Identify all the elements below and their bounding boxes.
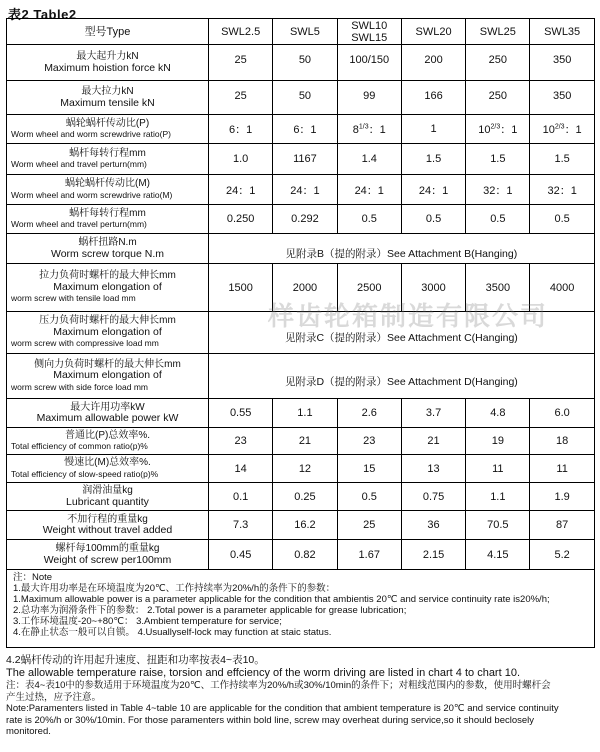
label-en: Maximum elongation of (53, 280, 162, 293)
cell-value (530, 115, 594, 144)
label-en: Maximum hoistion force kN (44, 61, 171, 74)
label-zh: 蜗杆每转行程mm (69, 207, 146, 219)
cell-value: 1500 (209, 264, 273, 312)
cell-value: 32：1 (466, 175, 530, 205)
cell-value: 32：1 (530, 175, 594, 205)
ratio-tail: ：1 (500, 124, 518, 136)
model-header (337, 19, 401, 45)
row-label (7, 264, 209, 312)
table-row (7, 144, 595, 175)
cell-value: 25 (337, 511, 401, 540)
row-label (7, 455, 209, 483)
label-zh: 慢速比(M)总效率%. (64, 457, 151, 468)
note-line: 2.总功率为润滑条件下的参数： 2.Total power is a parameter applicable for grease lubrication; (13, 605, 407, 616)
row-label (7, 511, 209, 540)
cell-value: 7.3 (209, 511, 273, 540)
row-label (7, 144, 209, 175)
notes-row (7, 570, 595, 648)
row-label (7, 175, 209, 205)
row-label (7, 312, 209, 354)
table-row (7, 234, 595, 264)
label-en-sub: worm screw with side force load mm (11, 381, 148, 392)
header-row (7, 19, 595, 45)
model-header: SWL2.5 (209, 19, 273, 45)
footer-note-en: Note:Paramenters listed in Table 4~table 10 are applicable for the condition that ambient temperature is 20℃ and service continuity (6, 703, 559, 714)
table-row (7, 511, 595, 540)
footer-note-en: rate is 20%/h or 30%/10min. For those paramenters within bold line, screw may overheat during service,so it should beclosely (6, 714, 535, 726)
cell-value: 25 (209, 81, 273, 115)
label-en: Weight without travel added (42, 524, 173, 536)
cell-value: 0.5 (530, 205, 594, 234)
label-zh: 最大起升力kN (76, 51, 139, 62)
cell-value: 3000 (401, 264, 465, 312)
attachment-note: 见附录C（提的附录）See Attachment C(Hanging) (209, 312, 595, 354)
label-en: Weight of screw per100mm (43, 553, 172, 566)
ratio-frac: 2/3 (490, 123, 501, 131)
cell-value: 3.7 (401, 399, 465, 428)
row-label (7, 115, 209, 144)
label-zh: 蜗轮蜗杆传动比(M) (65, 178, 150, 189)
cell-value (337, 115, 401, 144)
cell-value: 1 (401, 115, 465, 144)
cell-value: 200 (401, 45, 465, 81)
notes-cell (7, 570, 595, 648)
table-row (7, 399, 595, 428)
attachment-note: 见附录D（提的附录）See Attachment D(Hanging) (209, 354, 595, 399)
label-zh: 蜗轮蜗杆传动比(P) (65, 117, 150, 129)
cell-value: 1.4 (337, 144, 401, 175)
cell-value: 5.2 (530, 540, 594, 570)
label-en-sub: worm screw with tensile load mm (11, 293, 136, 304)
cell-value: 0.5 (466, 205, 530, 234)
ratio-tail: ：1 (368, 124, 386, 136)
cell-value: 24：1 (401, 175, 465, 205)
ratio-frac: 1/3 (358, 123, 369, 131)
cell-value: 70.5 (466, 511, 530, 540)
cell-value: 14 (209, 455, 273, 483)
row-label (7, 428, 209, 455)
note-line: 4.在静止状态一般可以自锁。 4.Usuallyself-lock may function at staic status. (13, 627, 332, 638)
cell-value: 250 (466, 45, 530, 81)
cell-value: 0.250 (209, 205, 273, 234)
footer-note-zh: 注：表4~表10中的参数适用于环境温度为20℃、工作持续率为20%/h或30%/10min的条件下；对粗线范围内的参数，使用时螺杆会 (6, 680, 551, 691)
note-line: 1.最大许用功率是在环境温度为20℃、工作持续率为20%/h的条件下的参数： (13, 583, 336, 594)
label-zh: 拉力负荷时螺杆的最大伸长mm (39, 270, 176, 282)
table-row (7, 81, 595, 115)
cell-value: 99 (337, 81, 401, 115)
row-label (7, 483, 209, 511)
row-label (7, 540, 209, 570)
cell-value: 2500 (337, 264, 401, 312)
label-en-sub: worm screw with compressive load mm (11, 338, 159, 349)
cell-value: 166 (401, 81, 465, 115)
model-header-line: SWL15 (351, 31, 388, 44)
cell-value: 36 (401, 511, 465, 540)
cell-value: 24：1 (337, 175, 401, 205)
cell-value: 1.0 (209, 144, 273, 175)
cell-value: 21 (401, 428, 465, 455)
cell-value: 4.15 (466, 540, 530, 570)
label-en: Worm screw torque N.m (51, 247, 164, 260)
cell-value: 87 (530, 511, 594, 540)
cell-value: 1167 (273, 144, 337, 175)
row-label (7, 234, 209, 264)
cell-value: 0.1 (209, 483, 273, 511)
footer-note-en: monitored. (6, 726, 51, 737)
cell-value: 50 (273, 81, 337, 115)
cell-value: 1.1 (273, 399, 337, 428)
cell-value: 23 (209, 428, 273, 455)
label-zh: 不加行程的重量kg (67, 513, 148, 525)
table-row (7, 205, 595, 234)
model-header: SWL25 (466, 19, 530, 45)
cell-value: 6：1 (273, 115, 337, 144)
cell-value: 350 (530, 81, 594, 115)
model-header: SWL35 (530, 19, 594, 45)
ratio-frac: 2/3 (554, 123, 565, 131)
label-zh: 压力负荷时螺杆的最大伸长mm (39, 315, 176, 327)
cell-value: 24：1 (209, 175, 273, 205)
label-en: Total efficiency of slow-speed ratio(p)% (11, 468, 159, 479)
cell-value: 2.6 (337, 399, 401, 428)
note-line: 3.工作环境温度-20~+80℃： 3.Ambient temperature for service; (13, 616, 282, 627)
table-row (7, 175, 595, 205)
cell-value: 350 (530, 45, 594, 81)
model-header-line: SWL10 (351, 19, 388, 32)
label-en: Maximum elongation of (53, 369, 162, 382)
table-row (7, 540, 595, 570)
cell-value: 0.82 (273, 540, 337, 570)
row-label (7, 399, 209, 428)
cell-value: 250 (466, 81, 530, 115)
cell-value: 0.292 (273, 205, 337, 234)
cell-value: 13 (401, 455, 465, 483)
cell-value: 1.1 (466, 483, 530, 511)
section-heading-en: The allowable temperature raise, torsion and effciency of the worm driving are listed in chart 4 to chart 10. (6, 667, 521, 679)
notes-block (13, 572, 588, 638)
cell-value: 19 (466, 428, 530, 455)
cell-value: 0.55 (209, 399, 273, 428)
cell-value: 2000 (273, 264, 337, 312)
table-row (7, 115, 595, 144)
cell-value: 25 (209, 45, 273, 81)
cell-value: 0.5 (401, 205, 465, 234)
cell-value: 21 (273, 428, 337, 455)
cell-value: 0.45 (209, 540, 273, 570)
row-label (7, 354, 209, 399)
label-en: Worm wheel and worm screwdrive ratio(M) (11, 189, 173, 200)
label-zh: 润滑油量kg (82, 485, 133, 496)
label-en: Maximum allowable power kW (36, 412, 179, 424)
cell-value: 2.15 (401, 540, 465, 570)
cell-value: 11 (466, 455, 530, 483)
attachment-note: 见附录B（提的附录）See Attachment B(Hanging) (209, 234, 595, 264)
table-row (7, 354, 595, 399)
footer-note-zh: 产生过热，应予注意。 (6, 691, 102, 703)
cell-value: 6：1 (209, 115, 273, 144)
cell-value: 50 (273, 45, 337, 81)
cell-value: 12 (273, 455, 337, 483)
cell-value: 1.5 (466, 144, 530, 175)
label-en: Maximum elongation of (53, 325, 162, 338)
cell-value: 1.5 (530, 144, 594, 175)
table-row (7, 45, 595, 81)
cell-value: 0.25 (273, 483, 337, 511)
cell-value: 0.5 (337, 205, 401, 234)
label-zh: 螺杆每100mm的重量kg (55, 543, 160, 554)
table-row (7, 455, 595, 483)
cell-value: 4000 (530, 264, 594, 312)
ratio-int: 8 (352, 124, 359, 136)
label-zh: 蜗杆扭路N.m (78, 237, 137, 248)
page-title: 表2 Table2 (8, 7, 77, 22)
model-header: SWL5 (273, 19, 337, 45)
cell-value: 3500 (466, 264, 530, 312)
notes-heading: 注：Note (13, 572, 53, 583)
cell-value: 24：1 (273, 175, 337, 205)
cell-value: 18 (530, 428, 594, 455)
cell-value: 23 (337, 428, 401, 455)
label-zh: 侧向力负荷时螺杆的最大伸长mm (34, 358, 181, 370)
cell-value: 1.67 (337, 540, 401, 570)
label-en: Total efficiency of common ratio(p)% (11, 441, 148, 451)
header-label: 型号Type (7, 19, 209, 45)
ratio-tail: ：1 (564, 124, 582, 136)
note-line: 1.Maximum allowable power is a parameter applicable for the condition that ambientis 20℃ and service continuity rate is20%/h; (13, 594, 550, 605)
cell-value: 100/150 (337, 45, 401, 81)
label-en: Lubricant quantity (66, 495, 149, 508)
label-en: Maximum tensile kN (60, 96, 155, 109)
label-en: Worm wheel and travel perturn(mm) (11, 159, 147, 169)
cell-value: 1.5 (401, 144, 465, 175)
label-zh: 最大许用功率kW (70, 401, 145, 413)
ratio-int: 10 (478, 124, 491, 136)
label-zh: 蜗杆每转行程mm (69, 147, 146, 159)
label-zh: 最大拉力kN (81, 86, 134, 97)
row-label (7, 205, 209, 234)
cell-value: 15 (337, 455, 401, 483)
ratio-int: 10 (542, 124, 555, 136)
cell-value: 4.8 (466, 399, 530, 428)
row-label (7, 81, 209, 115)
label-en: Worm wheel and travel perturn(mm) (11, 219, 147, 229)
section-heading-zh: 4.2蜗杆传动的许用起升速度、扭距和功率按表4~表10。 (6, 654, 265, 666)
cell-value: 0.5 (337, 483, 401, 511)
cell-value: 0.75 (401, 483, 465, 511)
watermark: 样齿轮箱制造有限公司 (268, 301, 549, 331)
cell-value: 11 (530, 455, 594, 483)
table-row (7, 483, 595, 511)
cell-value: 6.0 (530, 399, 594, 428)
model-header: SWL20 (401, 19, 465, 45)
table-row (7, 428, 595, 455)
label-zh: 普通比(P)总效率%. (65, 429, 150, 441)
cell-value (466, 115, 530, 144)
cell-value: 16.2 (273, 511, 337, 540)
cell-value: 1.9 (530, 483, 594, 511)
footer-notes (6, 654, 594, 738)
spec-table (6, 18, 595, 648)
row-label (7, 45, 209, 81)
label-en: Worm wheel and worm screwdrive ratio(P) (11, 129, 171, 139)
